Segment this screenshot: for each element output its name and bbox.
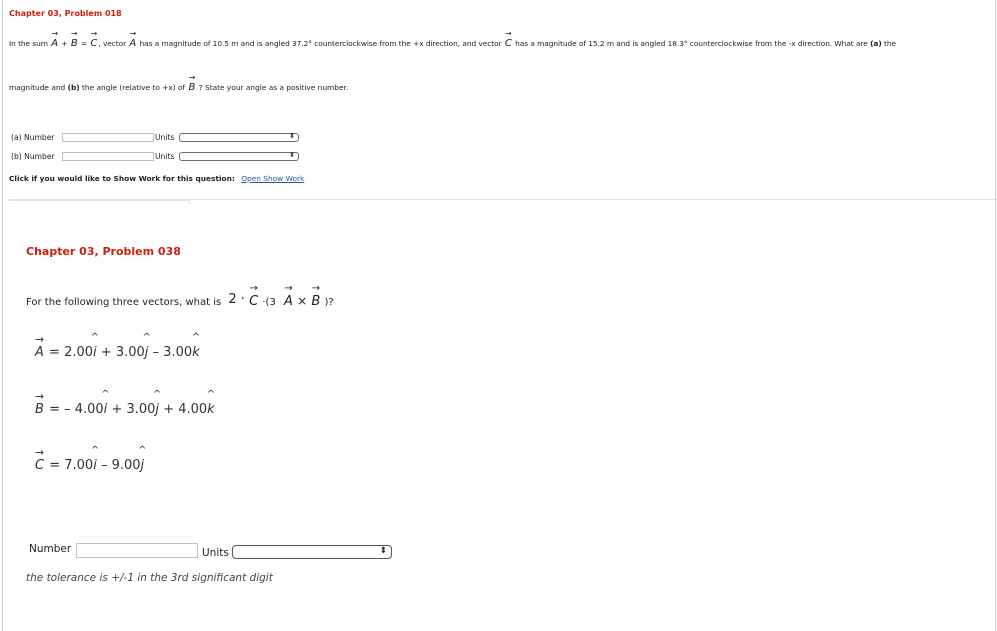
vector-c-symbol: → C	[89, 38, 98, 49]
problem-038-number-label: Number	[29, 543, 72, 555]
select-arrows-icon: ⬍	[379, 546, 387, 556]
open-show-work-link[interactable]: Open Show Work	[241, 174, 305, 183]
problem-038-title: Chapter 03, Problem 038	[26, 245, 181, 258]
problem-038-units-label: Units	[202, 547, 229, 559]
problem-038-units-select[interactable]	[232, 545, 392, 559]
show-work-row: Click if you would like to Show Work for this question: Open Show Work	[9, 174, 305, 183]
equation-vector-b: → B = – 4.00^ i + 3.00^ j + 4.00^ k	[34, 402, 215, 417]
equation-vector-c: → C = 7.00^ i – 9.00^ j	[34, 458, 144, 473]
vector-c-symbol-q: → C	[248, 294, 259, 309]
section-divider-tab	[9, 200, 190, 204]
answer-a-units-label: Units	[155, 133, 175, 142]
answer-b-units-select[interactable]	[179, 152, 299, 161]
problem-018-section	[0, 0, 997, 200]
problem-038-question: For the following three vectors, what is 2 · → C ·(3 → A × → B )?	[26, 294, 334, 309]
answer-b-units-label: Units	[155, 152, 175, 161]
answer-b-number-label: (b) Number	[11, 152, 55, 161]
tolerance-note: the tolerance is +/-1 in the 3rd significant digit	[26, 572, 273, 584]
answer-b-number-input[interactable]	[62, 152, 154, 161]
vector-a-symbol-2: → A	[128, 38, 137, 49]
problem-018-title: Chapter 03, Problem 018	[9, 9, 122, 18]
select-arrows-icon: ⬍	[289, 132, 295, 140]
vector-a-symbol: → A	[50, 38, 59, 49]
problem-018-text-line1: In the sum → A + → B = → C, vector → A has a magnitude of 10.5 m and is angled 37.2° counterclockwise from the +x direction, and vector → C has a magnitude of 15.2 m and is angled 18.3° counterclockwise from the -x direction. What are (a) the	[9, 38, 896, 49]
equation-vector-a: → A = 2.00^ i + 3.00^ j – 3.00^ k	[34, 345, 200, 360]
problem-018-text-line2: magnitude and (b) the angle (relative to +x) of → B ? State your angle as a positive number.	[9, 82, 348, 93]
vector-b-symbol-q: → B	[310, 294, 321, 309]
answer-a-number-label: (a) Number	[11, 133, 55, 142]
vector-c-symbol-2: → C	[504, 38, 513, 49]
answer-a-units-select[interactable]	[179, 133, 299, 142]
select-arrows-icon: ⬍	[289, 151, 295, 159]
vector-a-symbol-q: → A	[283, 294, 294, 309]
vector-b-symbol-2: → B	[188, 82, 197, 93]
vector-b-symbol: → B	[70, 38, 79, 49]
problem-038-number-input[interactable]	[76, 543, 198, 558]
answer-a-number-input[interactable]	[62, 133, 154, 142]
